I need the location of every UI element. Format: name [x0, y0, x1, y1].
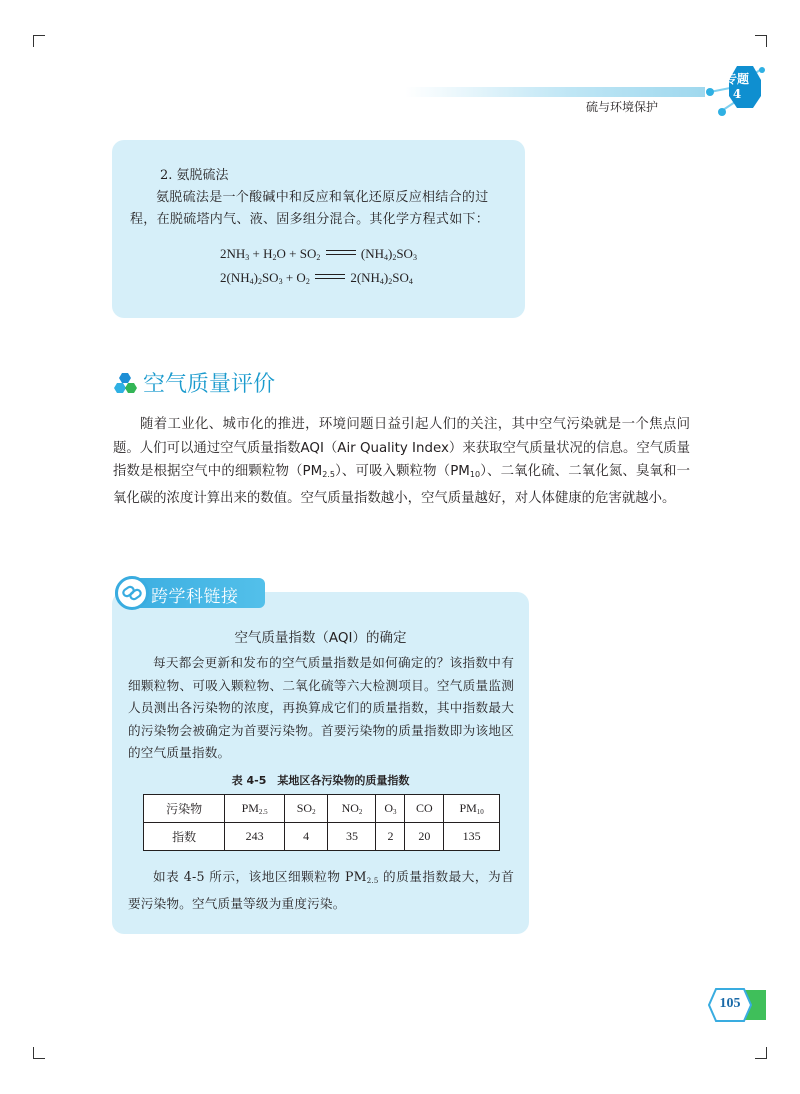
pollutant-index-table [143, 794, 500, 851]
table-header-row [144, 795, 500, 823]
table-caption: 表 4-5 某地区各污染物的质量指数 [231, 774, 410, 787]
index-cell: 2 [376, 823, 405, 851]
pollutant-cell: CO [405, 795, 444, 823]
equation-1: $2NH_3 + H_2O + SO_2$ $(NH_4)_2SO_3$ [220, 246, 417, 262]
index-cell: 4 [284, 823, 328, 851]
aqi-title: 空气质量指数（AQI）的确定 [234, 630, 407, 646]
pollutant-cell: $O_3$ [376, 795, 405, 823]
index-cell: 243 [225, 823, 285, 851]
tab-label: 跨学科链接 [151, 587, 239, 607]
hexagon-cluster-icon [113, 372, 139, 394]
aqi-paragraph: 每天都会更新和发布的空气质量指数是如何确定的？该指数中有细颗粒物、可吸入颗粒物、二氧化硫等六大检测项目。空气质量监测人员测出各污染物的浓度，再换算成它们的质量指数，其中指数最大的污染物会被确定为首要污染物。首要污染物的质量指数即为该地区的空气质量指数。 [128, 655, 514, 760]
table-row-header: 污染物 [144, 795, 225, 823]
pollutant-cell: $PM_{10}$ [444, 795, 500, 823]
pollutant-cell: $SO_2$ [284, 795, 328, 823]
interdisciplinary-tab [115, 576, 265, 610]
aqi-conclusion-paragraph: 如表 4-5 所示，该地区细颗粒物 $PM_{2.5}$ 的质量指数最大，为首要污染物。空气质量等级为重度污染。 [128, 869, 514, 911]
page-number: 105 [719, 996, 741, 1011]
table-row-header: 指数 [144, 823, 225, 851]
topic-label: 专题 [724, 72, 749, 86]
header-band [405, 87, 705, 97]
crop-mark-top-left [33, 35, 45, 47]
topic-number: 4 [732, 87, 742, 101]
pollutant-cell: $NO_2$ [328, 795, 376, 823]
index-cell: 20 [405, 823, 444, 851]
ammonia-method-title: 2. 氨脱硫法 [160, 168, 229, 183]
chapter-title: 硫与环境保护 [586, 100, 659, 114]
chain-link-icon [115, 576, 149, 610]
crop-mark-bottom-right [755, 1047, 767, 1059]
pollutant-cell: $PM_{2.5}$ [225, 795, 285, 823]
index-cell: 135 [444, 823, 500, 851]
equation-2: $2(NH_4)_2SO_3 + O_2$ $2(NH_4)_2SO_4$ [220, 270, 413, 286]
air-quality-paragraph: 随着工业化、城市化的推进，环境问题日益引起人们的关注，其中空气污染就是一个焦点问题。人们可以通过空气质量指数AQI（Air Quality Index）来获取空气质量状况的信息。空气质量指数是根据空气中的细颗粒物$(PM_{2.5})$、可吸入颗粒物$(PM_{10})$、二氧化硫、二氧化氮、臭氧和一氧化碳的浓度计算出来的数值。空气质量指数越小，空气质量越好，对人体健康的危害就越小。 [113, 417, 690, 506]
section-title: 空气质量评价 [143, 372, 276, 397]
crop-mark-bottom-left [33, 1047, 45, 1059]
index-cell: 35 [328, 823, 376, 851]
table-value-row [144, 823, 500, 851]
crop-mark-top-right [755, 35, 767, 47]
ammonia-method-paragraph: 氨脱硫法是一个酸碱中和反应和氧化还原反应相结合的过程，在脱硫塔内气、液、固多组分混合。其化学方程式如下： [130, 190, 490, 227]
